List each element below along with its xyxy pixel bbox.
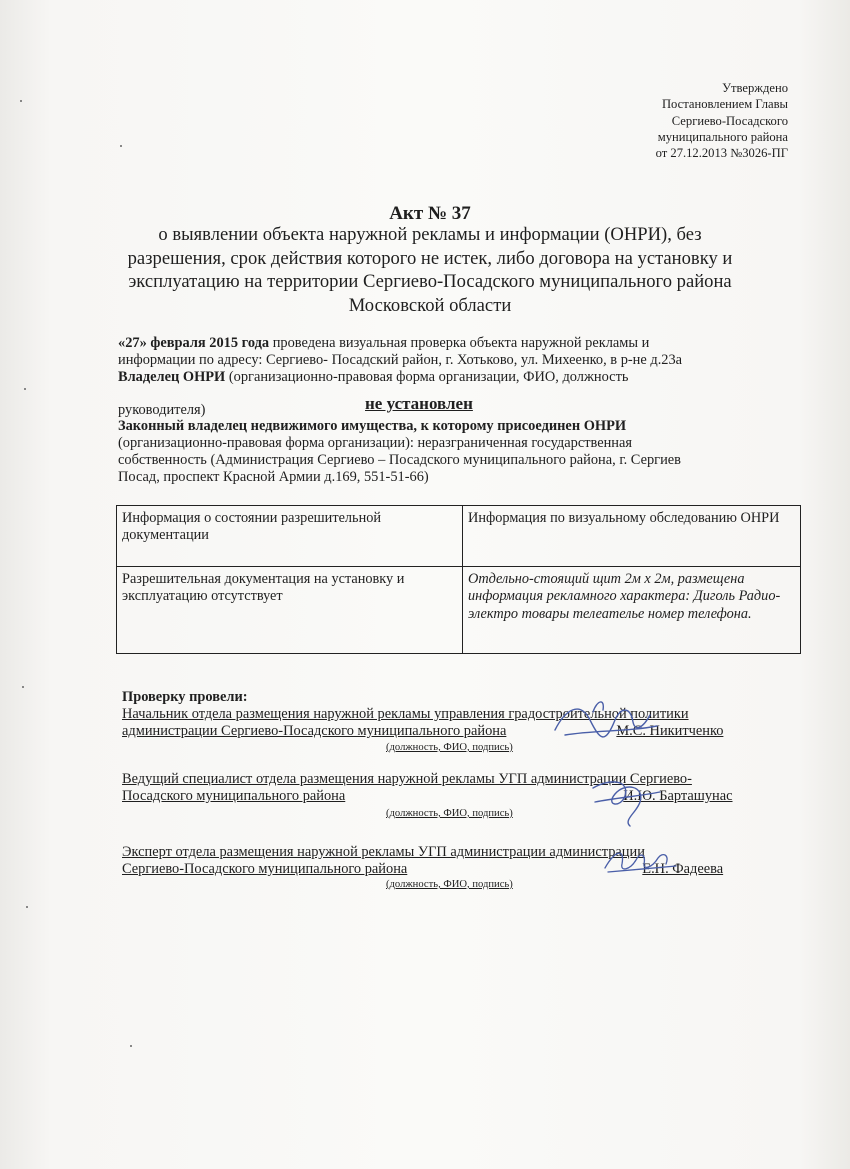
approval-line: Постановлением Главы	[661, 97, 788, 112]
signature-bartashunas	[585, 768, 665, 828]
scan-speck	[22, 686, 24, 688]
heading-line: Московской области	[348, 295, 512, 317]
header-permit-info: Информация о состоянии разрешительной документации	[117, 506, 463, 567]
inspector-1-position: Начальник отдела размещения наружной рекламы управления градостроительной политики	[122, 706, 689, 722]
inspector-1-org: администрации Сергиево-Посадского муниципального района	[122, 723, 507, 739]
scan-speck	[24, 388, 26, 390]
heading-line: о выявлении объекта наружной рекламы и информации (ОНРИ), без	[158, 224, 702, 245]
act-heading	[100, 223, 760, 318]
legal-owner-line: собственность (Администрация Сергиево – Посадского муниципального района, г. Сергиев	[118, 452, 681, 468]
visual-inspection-cell: Отдельно-стоящий щит 2м х 2м, размещена информация рекламного характера: Диголь Радио-электро товары телеателье номер телефона.	[463, 567, 801, 654]
inspection-paragraph	[118, 335, 798, 386]
inspector-3-position: Эксперт отдела размещения наружной рекламы УГП администрации администрации	[122, 844, 645, 860]
legal-owner-paragraph	[118, 418, 798, 486]
scan-speck	[20, 100, 22, 102]
inspector-3-name: Е.Н. Фадеева	[642, 861, 724, 877]
inspector-2-block	[122, 771, 802, 805]
signature-fadeeva	[600, 842, 680, 878]
signature-caption: (должность, ФИО, подпись)	[386, 879, 513, 890]
signature-caption: (должность, ФИО, подпись)	[386, 808, 513, 819]
inspector-2-position-cont	[122, 788, 802, 805]
approval-line: Утверждено	[722, 81, 788, 95]
inspector-2-name: И.Ю. Барташунас	[623, 788, 733, 804]
table-header-row	[117, 506, 801, 567]
legal-owner-line: (организационно-правовая форма организации): неразграниченная государственная	[118, 435, 633, 451]
signature-nikitchenko	[545, 690, 665, 750]
heading-line: эксплуатацию на территории Сергиево-Посадского муниципального района	[128, 271, 732, 293]
signature-caption: (должность, ФИО, подпись)	[386, 742, 513, 753]
inspection-date: «27» февраля 2015 года	[118, 335, 270, 351]
scan-speck	[120, 145, 122, 147]
owner-description: (организационно-правовая форма организации, ФИО, должность	[225, 369, 629, 385]
header-visual-info: Информация по визуальному обследованию ОНРИ	[463, 506, 801, 567]
inspector-2-position: Ведущий специалист отдела размещения наружной рекламы УГП администрации Сергиево-	[122, 771, 692, 787]
inspectors-title: Проверку провели:	[122, 689, 248, 705]
inspector-3-org: Сергиево-Посадского муниципального района	[122, 861, 408, 877]
scan-speck	[26, 906, 28, 908]
heading-line: разрешения, срок действия которого не истек, либо договора на установку и	[127, 247, 733, 269]
owner-label: Владелец ОНРИ	[118, 369, 226, 385]
permit-status-cell: Разрешительная документация на установку и эксплуатацию отсутствует	[117, 567, 463, 654]
scan-speck	[130, 1045, 132, 1047]
owner-description-end: руководителя)	[118, 402, 206, 418]
inspector-3-block	[122, 844, 802, 878]
act-title: Акт № 37	[389, 203, 471, 224]
legal-owner-label: Законный владелец недвижимого имущества, к которому присоединен ОНРИ	[118, 418, 627, 434]
approval-stamp-block	[656, 80, 788, 161]
approval-line: от 27.12.2013 №3026-ПГ	[655, 146, 788, 161]
inspector-3-position-cont	[122, 861, 802, 878]
inspection-address: информации по адресу: Сергиево- Посадский район, г. Хотьково, ул. Михеенко, в р-не д.23а	[118, 352, 683, 368]
inspectors-block	[122, 689, 802, 740]
inspector-2-org: Посадского муниципального района	[122, 788, 346, 804]
inspector-1-name: М.С. Никитченко	[616, 723, 724, 739]
approval-line: Сергиево-Посадского	[671, 113, 788, 128]
legal-owner-line: Посад, проспект Красной Армии д.169, 551-51-66)	[118, 469, 429, 485]
owner-value: не установлен	[365, 394, 473, 413]
inspector-1-position-cont	[122, 723, 802, 740]
info-table	[116, 505, 801, 654]
approval-line: муниципального района	[657, 129, 788, 144]
inspection-text: проведена визуальная проверка объекта наружной рекламы и	[269, 335, 650, 351]
table-row	[117, 567, 801, 654]
